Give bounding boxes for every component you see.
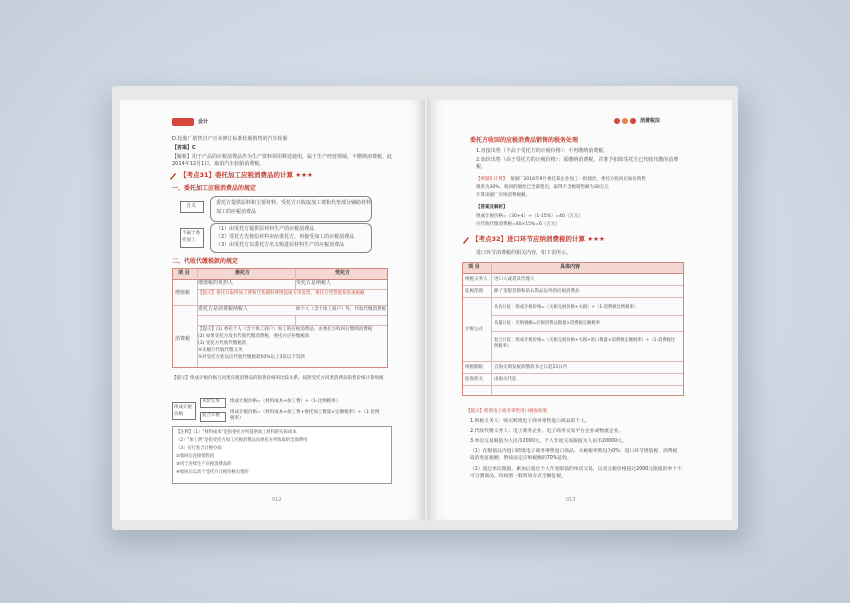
table-head-agent: 受托方 <box>335 270 351 276</box>
import-row-3-value: 从价计征：组成计税价格=（关税完税价格+关税）÷（1-消费税比例税率） <box>494 305 638 310</box>
left-page-number: 012 <box>272 497 282 503</box>
not-belong-2: （2）受托方先将原材料卖给委托方，再接受加工的应税消费品 <box>216 234 355 240</box>
row-ct-line-5: ⑤对受托方处以应代收代缴税款50%以上3倍以下罚款 <box>198 355 305 360</box>
row-vat-note: 【提示】委托方取得加工费和代垫辅料费增值税专用发票，委托方凭票抵扣进项税额 <box>198 291 365 296</box>
calc2-formula: 组成计税价格=（材料成本+加工费+委托加工数量×定额税率）÷（1-比例税率） <box>230 410 380 421</box>
import-row-4-label: 计税公式 <box>465 327 483 332</box>
row-ct-label: 消费税 <box>175 336 191 342</box>
calc1-formula: 组成计税价格=（材料成本+加工费）÷（1-比例税率） <box>230 399 341 404</box>
not-belong-1: （1）由受托方提供原材料生产的应税消费品 <box>216 226 315 232</box>
example-text-2: 税率为30%，收回的烟丝已全部售出，取得不含税销售额为30万元 <box>476 185 609 190</box>
point32-title: 【考点32】进口环节应纳消费税的计算 ★★★ <box>472 235 605 243</box>
note-6: ④收回后以高于受托方计税价格出售的 <box>176 470 249 475</box>
calc-label: 组成计税价格 <box>174 405 192 417</box>
row-ct-line-3: (3) 受托方代收代缴税款 <box>198 341 247 346</box>
answer-text: 【答案】C <box>172 145 196 151</box>
note-2: （2）"加工费"是指受托方加工应税消费品向委托方所收取的全部费用 <box>176 438 308 443</box>
example-label: 【例题5·计算】 <box>476 177 508 182</box>
pencil-icon <box>462 236 470 244</box>
row-ct-client: 委托方是消费税纳税人 <box>198 306 249 312</box>
row-vat-agent: 受托方是纳税人 <box>296 280 332 286</box>
table-head-client: 委托方 <box>235 270 251 276</box>
book-gutter <box>424 98 428 522</box>
row-ct-line-2: (2) 如果受托方没有代收代缴消费税，委托方应补缴税款 <box>198 334 310 339</box>
brand-dot-3 <box>630 118 636 124</box>
left-header: 会计 <box>198 119 209 125</box>
tip-1: 1.纳税义务人：购买跨境电子商务零售进口商品的个人。 <box>470 419 590 424</box>
brand-dot-1 <box>614 118 620 124</box>
answer-label: 【答案及解析】 <box>476 205 508 210</box>
row-vat-label: 增值税 <box>175 290 191 296</box>
import-row-1-value: 进口人或者其代理人 <box>494 277 535 282</box>
section1-title: 一、委托加工应税消费品的规定 <box>172 185 257 192</box>
tip2-text: 【提示】组成计税价格与同类应税消费品的销售价格的比较关系，按照受托方同类消费品销售价格计算纳税 <box>172 376 384 381</box>
tip-4: （1）在限值以内进口跨境电子商务零售进口商品，关税税率暂设为0%；进口环节增值税、消费税取消免征税额，暂按法定应纳税额的70%征收。 <box>470 449 678 461</box>
not-belong-3: （3）由受托方以委托方名义购进原材料生产的应税消费品 <box>216 242 345 248</box>
not-belong-label: 不属于委托加工 <box>182 231 200 243</box>
tip-3: 3.单次交易限值为人民币2000元，个人年度交易限值为人民币20000元。 <box>470 439 627 444</box>
table-head-item: 项 目 <box>178 270 190 276</box>
meaning-label: 含义 <box>186 203 197 209</box>
row-vat-client: 增值税的负担人 <box>198 280 234 286</box>
import-head-item: 项 目 <box>468 264 480 270</box>
note-1: 【注释】（1）"材料成本"是指委托方所提供加工材料的实际成本 <box>176 430 297 435</box>
explanation-text: 【解析】用于产品的应税消费品作为生产资料领用移送使用，属于生产经营领域，不缴纳消费税。此2014年12月1日，取消汽车轮胎消费税。 <box>172 154 393 167</box>
import-row-6-label: 纳税期限 <box>465 365 483 370</box>
note-3: （3）实行复合计税办法 <box>176 446 222 451</box>
import-row-5-value: 复合计征：组成计税价格=（关税完税价格+关税+进口数量×消费税定额税率）÷（1-消费税比例税率） <box>494 338 676 349</box>
row-ct-line-1: 【提示】(1) 委托个人（含个体工商户）加工的应税消费品，由委托方收回后缴纳消费税 <box>198 327 373 332</box>
publisher-logo <box>172 118 194 126</box>
calc2-label: 复合计税 <box>202 413 220 418</box>
right-header: 消费税法 <box>640 118 661 124</box>
import-row-1-label: 纳税义务人 <box>465 277 488 282</box>
tip-5: （2）超过单次限值、累加后超过个人年度限值的单次交易，以及完税价格超过2000元限值的单个不可分割商品，均按照一般贸易方式全额征税。 <box>470 467 682 479</box>
row-ct-agent: 除个人（含个体工商户）外，代收代缴消费税 <box>296 307 386 312</box>
meaning-text-2: 加工的应税消费品 <box>216 209 257 215</box>
import-row-4-value: 从量计征：应纳税额=应税消费品数量×消费税定额税率 <box>494 321 601 326</box>
note-5: ③用于连续生产应税消费品的 <box>176 462 232 467</box>
row-ct-line-4: ④未履行代收代缴义务 <box>198 348 243 353</box>
import-row-6-value: 自海关填发税款缴款书之日起15日内 <box>494 365 568 370</box>
rule-direct-sale: 1.直接出售（不高于受托方的计税价格）：不再缴纳消费税。 <box>476 148 609 154</box>
tip-label: 【提示】跨境电子商务零售进口税收政策 <box>466 409 547 414</box>
right-section-title: 委托方收回的应税消费品销售的税务处理 <box>470 137 579 144</box>
import-row-7-value: 由海关代征 <box>494 377 517 382</box>
import-intro: 进口环节消费税的相关内容，如下表所示。 <box>476 250 572 256</box>
calc1-label: 从价定率 <box>202 399 220 404</box>
brand-dot-2 <box>622 118 628 124</box>
example-text-1: 某烟厂2016年9月委托某企业加工一批烟丝，委托方收回后加价销售 <box>510 177 646 182</box>
import-head-content: 具体内容 <box>560 264 581 270</box>
right-page-number: 013 <box>566 497 576 503</box>
meaning-text-1: 委托方提供原料和主要材料，受托方只收取加工费和代垫部分辅助材料 <box>216 200 372 206</box>
answer-line-1: 组成计税价格=（30+4）÷（1-15%）=40（万元） <box>476 214 583 219</box>
question-option: D.轮胎厂销售自产且未修订标准轮胎销售的汽车轮胎 <box>172 136 288 142</box>
answer-line-2: 应代收代缴消费税=40×15%=6（万元） <box>476 222 560 227</box>
rule-markup-sale: 2.加价出售（高于受托方的计税价格）：需缴纳消费税，并准予扣除受托方已代收代缴的消费税。 <box>476 157 679 170</box>
import-row-7-label: 征收机关 <box>465 377 483 382</box>
section2-title: 二、代收代缴税款的规定 <box>172 258 239 265</box>
tip-2: 2.代收代缴义务人：电子商务企业、电子商务交易平台企业或物流企业。 <box>470 429 624 434</box>
note-4: ②收回后直接销售的 <box>176 454 215 459</box>
import-row-2-label: 征税范围 <box>465 289 483 294</box>
example-text-3: 计算该烟厂应纳消费税额。 <box>476 193 530 198</box>
import-row-2-value: 除了金银首饰和钻石饰品以外的应税消费品 <box>494 289 580 294</box>
point31-title: 【考点31】委托加工应税消费品的计算 ★★★ <box>180 171 313 179</box>
pencil-icon <box>169 172 177 180</box>
